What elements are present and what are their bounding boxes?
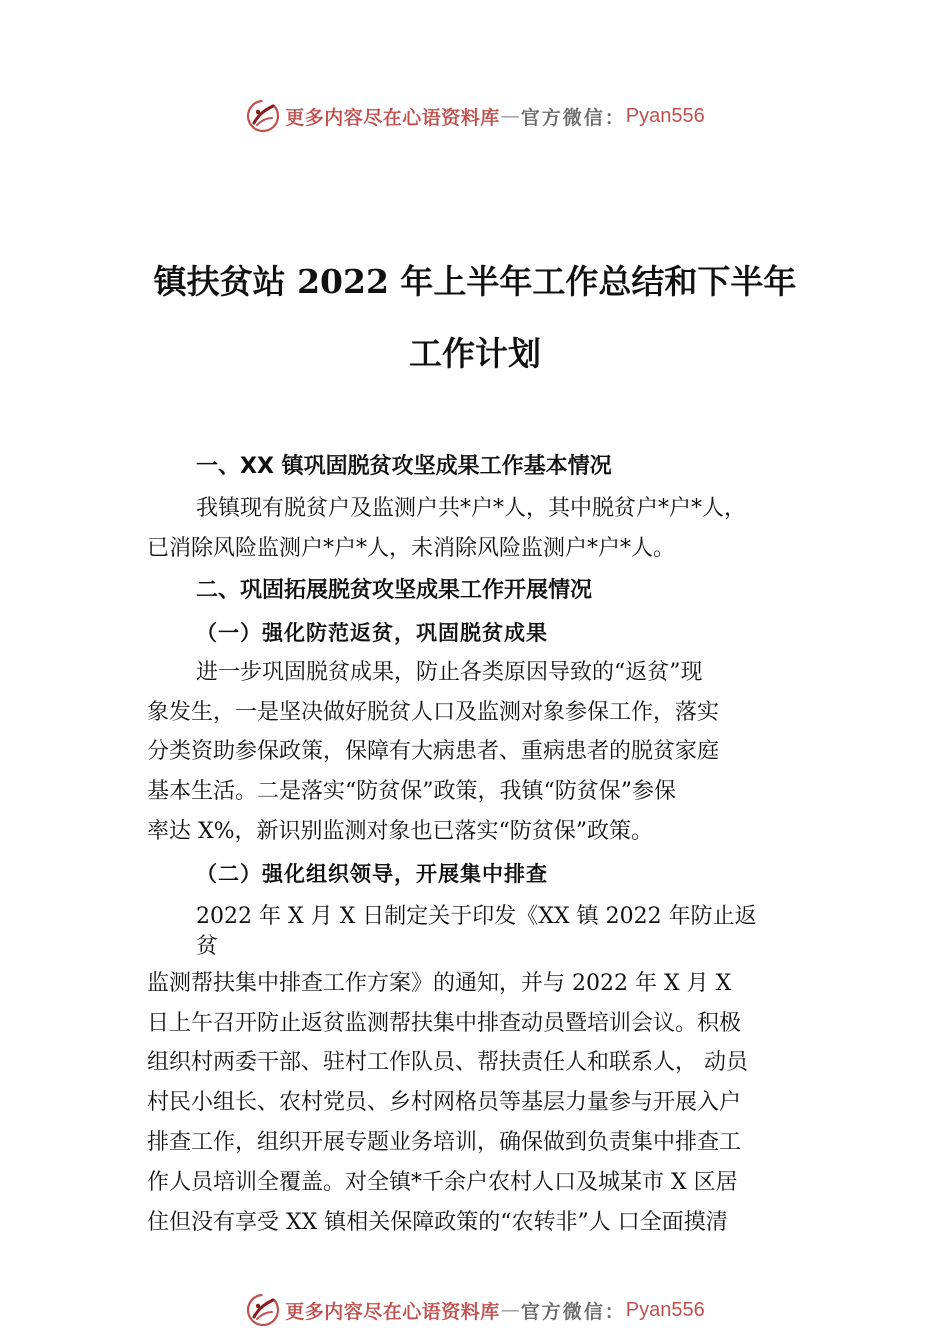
watermark-label: 官方微信： (520, 1300, 626, 1323)
section-1-heading: 一、XX 镇巩固脱贫攻坚成果工作基本情况 (196, 454, 612, 479)
paragraph-line: 2022 年 X 月 X 日制定关于印发《XX 镇 2022 年防止返 (196, 904, 757, 929)
section-2-heading: 二、巩固拓展脱贫攻坚成果工作开展情况 (196, 578, 593, 603)
paragraph-line: 贫 (196, 934, 219, 959)
paragraph-line: 作人员培训全覆盖。对全镇*千余户农村人口及城某市 X 区居 (147, 1170, 738, 1195)
paragraph-line: 进一步巩固脱贫成果，防止各类原因导致的“返贫”现 (196, 660, 703, 685)
watermark-dash: — (500, 105, 520, 127)
paragraph-line: 日上午召开防止返贫监测帮扶集中排查动员暨培训会议。积极 (147, 1011, 742, 1036)
watermark-site-text: 更多内容尽在心语资料库 (285, 106, 500, 129)
ink-brush-seal-logo-icon (245, 1292, 281, 1328)
paragraph-line: 组织村两委干部、驻村工作队员、帮扶责任人和联系人， 动员 (147, 1050, 748, 1075)
subsection-2-heading: （二）强化组织领导，开展集中排查 (196, 861, 548, 886)
document-title-line-1: 镇扶贫站 2022 年上半年工作总结和下半年 (153, 262, 797, 301)
paragraph-line: 基本生活。二是落实“防贫保”政策，我镇“防贫保”参保 (147, 779, 676, 804)
ink-brush-seal-logo-icon (245, 98, 281, 134)
subsection-1-heading: （一）强化防范返贫，巩固脱贫成果 (196, 620, 548, 645)
paragraph-line: 率达 X%，新识别监测对象也已落实“防贫保”政策。 (147, 819, 654, 844)
header-watermark (0, 96, 950, 136)
footer-watermark (0, 1290, 950, 1330)
paragraph-line: 村民小组长、农村党员、乡村网格员等基层力量参与开展入户 (147, 1090, 742, 1115)
watermark-handle: Pyan556 (625, 1298, 705, 1321)
watermark-label: 官方微信： (520, 106, 626, 129)
paragraph-line: 住但没有享受 XX 镇相关保障政策的“农转非”人 口全面摸清 (147, 1210, 728, 1235)
watermark-dash: — (500, 1299, 520, 1321)
paragraph-line: 已消除风险监测户*户*人，未消除风险监测户*户*人。 (147, 536, 676, 561)
watermark-handle: Pyan556 (625, 104, 705, 127)
paragraph-line: 分类资助参保政策，保障有大病患者、重病患者的脱贫家庭 (147, 739, 720, 764)
document-title-line-2: 工作计划 (409, 334, 541, 373)
paragraph-line: 我镇现有脱贫户及监测户共*户*人，其中脱贫户*户*人， (196, 496, 747, 521)
paragraph-line: 排查工作，组织开展专题业务培训，确保做到负责集中排查工 (147, 1130, 742, 1155)
paragraph-line: 象发生，一是坚决做好脱贫人口及监测对象参保工作，落实 (147, 700, 720, 725)
watermark-site-text: 更多内容尽在心语资料库 (285, 1300, 500, 1323)
paragraph-line: 监测帮扶集中排查工作方案》的通知，并与 2022 年 X 月 X (147, 971, 732, 996)
